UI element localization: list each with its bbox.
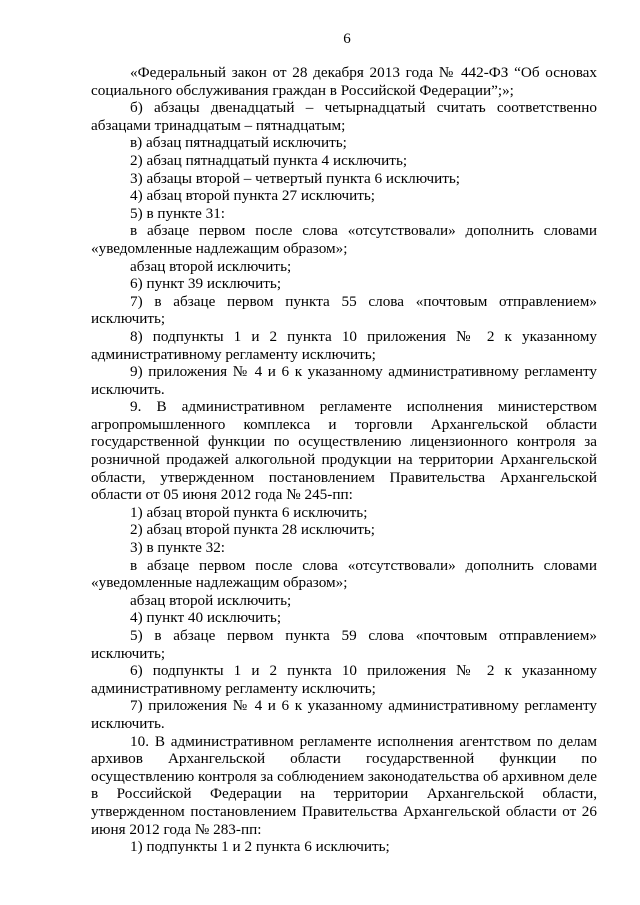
page-number: 6 xyxy=(343,31,351,47)
paragraph: абзац второй исключить; xyxy=(130,257,292,275)
paragraph: 9. В административном регламенте исполнения министерством агропромышленного комплекса и торговли Архангельской области государственной функции по осуществлению лицензионного контроля за розничной продажей алкогольной продукции на территории Архангельской области, утвержденном постановлением Правительства Архангельской области от 05 июня 2012 года № 245-пп: xyxy=(91,398,597,504)
paragraph: 6) подпункты 1 и 2 пункта 10 приложения № 2 к указанному административному регламенту исключить; xyxy=(91,662,597,697)
paragraph: абзац второй исключить; xyxy=(130,591,292,609)
paragraph: 2) абзац пятнадцатый пункта 4 исключить; xyxy=(130,151,408,169)
paragraph: в) абзац пятнадцатый исключить; xyxy=(130,134,347,152)
paragraph: 1) подпункты 1 и 2 пункта 6 исключить; xyxy=(130,838,390,856)
paragraph: 6) пункт 39 исключить; xyxy=(130,275,282,293)
paragraph: 1) абзац второй пункта 6 исключить; xyxy=(130,503,368,521)
paragraph: 2) абзац второй пункта 28 исключить; xyxy=(130,521,376,539)
paragraph: в абзаце первом после слова «отсутствовали» дополнить словами «уведомленные надлежащим образом»; xyxy=(91,556,597,592)
document-body xyxy=(91,64,597,856)
paragraph: 4) абзац второй пункта 27 исключить; xyxy=(130,187,376,205)
paragraph: 4) пункт 40 исключить; xyxy=(130,609,282,627)
paragraph: 10. В административном регламенте исполнения агентством по делам архивов Архангельской области государственной функции по осуществлению контроля за соблюдением законодательства об архивном деле в Российской Федерации на территории Архангельской области, утвержденном постановлением Правительства Архангельской области от 26 июня 2012 года № 283-пп: xyxy=(91,732,597,838)
paragraph: 5) в абзаце первом пункта 59 слова «почтовым отправлением» исключить; xyxy=(91,627,597,662)
paragraph: 3) абзацы второй – четвертый пункта 6 исключить; xyxy=(130,169,461,187)
paragraph: 8) подпункты 1 и 2 пункта 10 приложения № 2 к указанному административному регламенту исключить; xyxy=(91,327,597,363)
document-page xyxy=(91,30,597,856)
paragraph: 7) приложения № 4 и 6 к указанному административному регламенту исключить. xyxy=(91,697,597,732)
paragraph: в абзаце первом после слова «отсутствовали» дополнить словами «уведомленные надлежащим образом»; xyxy=(91,222,597,257)
paragraph: 9) приложения № 4 и 6 к указанному административному регламенту исключить. xyxy=(91,363,597,398)
paragraph: 5) в пункте 31: xyxy=(130,204,226,222)
paragraph: «Федеральный закон от 28 декабря 2013 года № 442-ФЗ “Об основах социального обслуживания граждан в Российской Федерации”;»; xyxy=(91,64,597,99)
paragraph: 7) в абзаце первом пункта 55 слова «почтовым отправлением» исключить; xyxy=(91,292,597,328)
paragraph: б) абзацы двенадцатый – четырнадцатый считать соответственно абзацами тринадцатым – пятнадцатым; xyxy=(91,99,597,134)
paragraph: 3) в пункте 32: xyxy=(130,539,226,557)
